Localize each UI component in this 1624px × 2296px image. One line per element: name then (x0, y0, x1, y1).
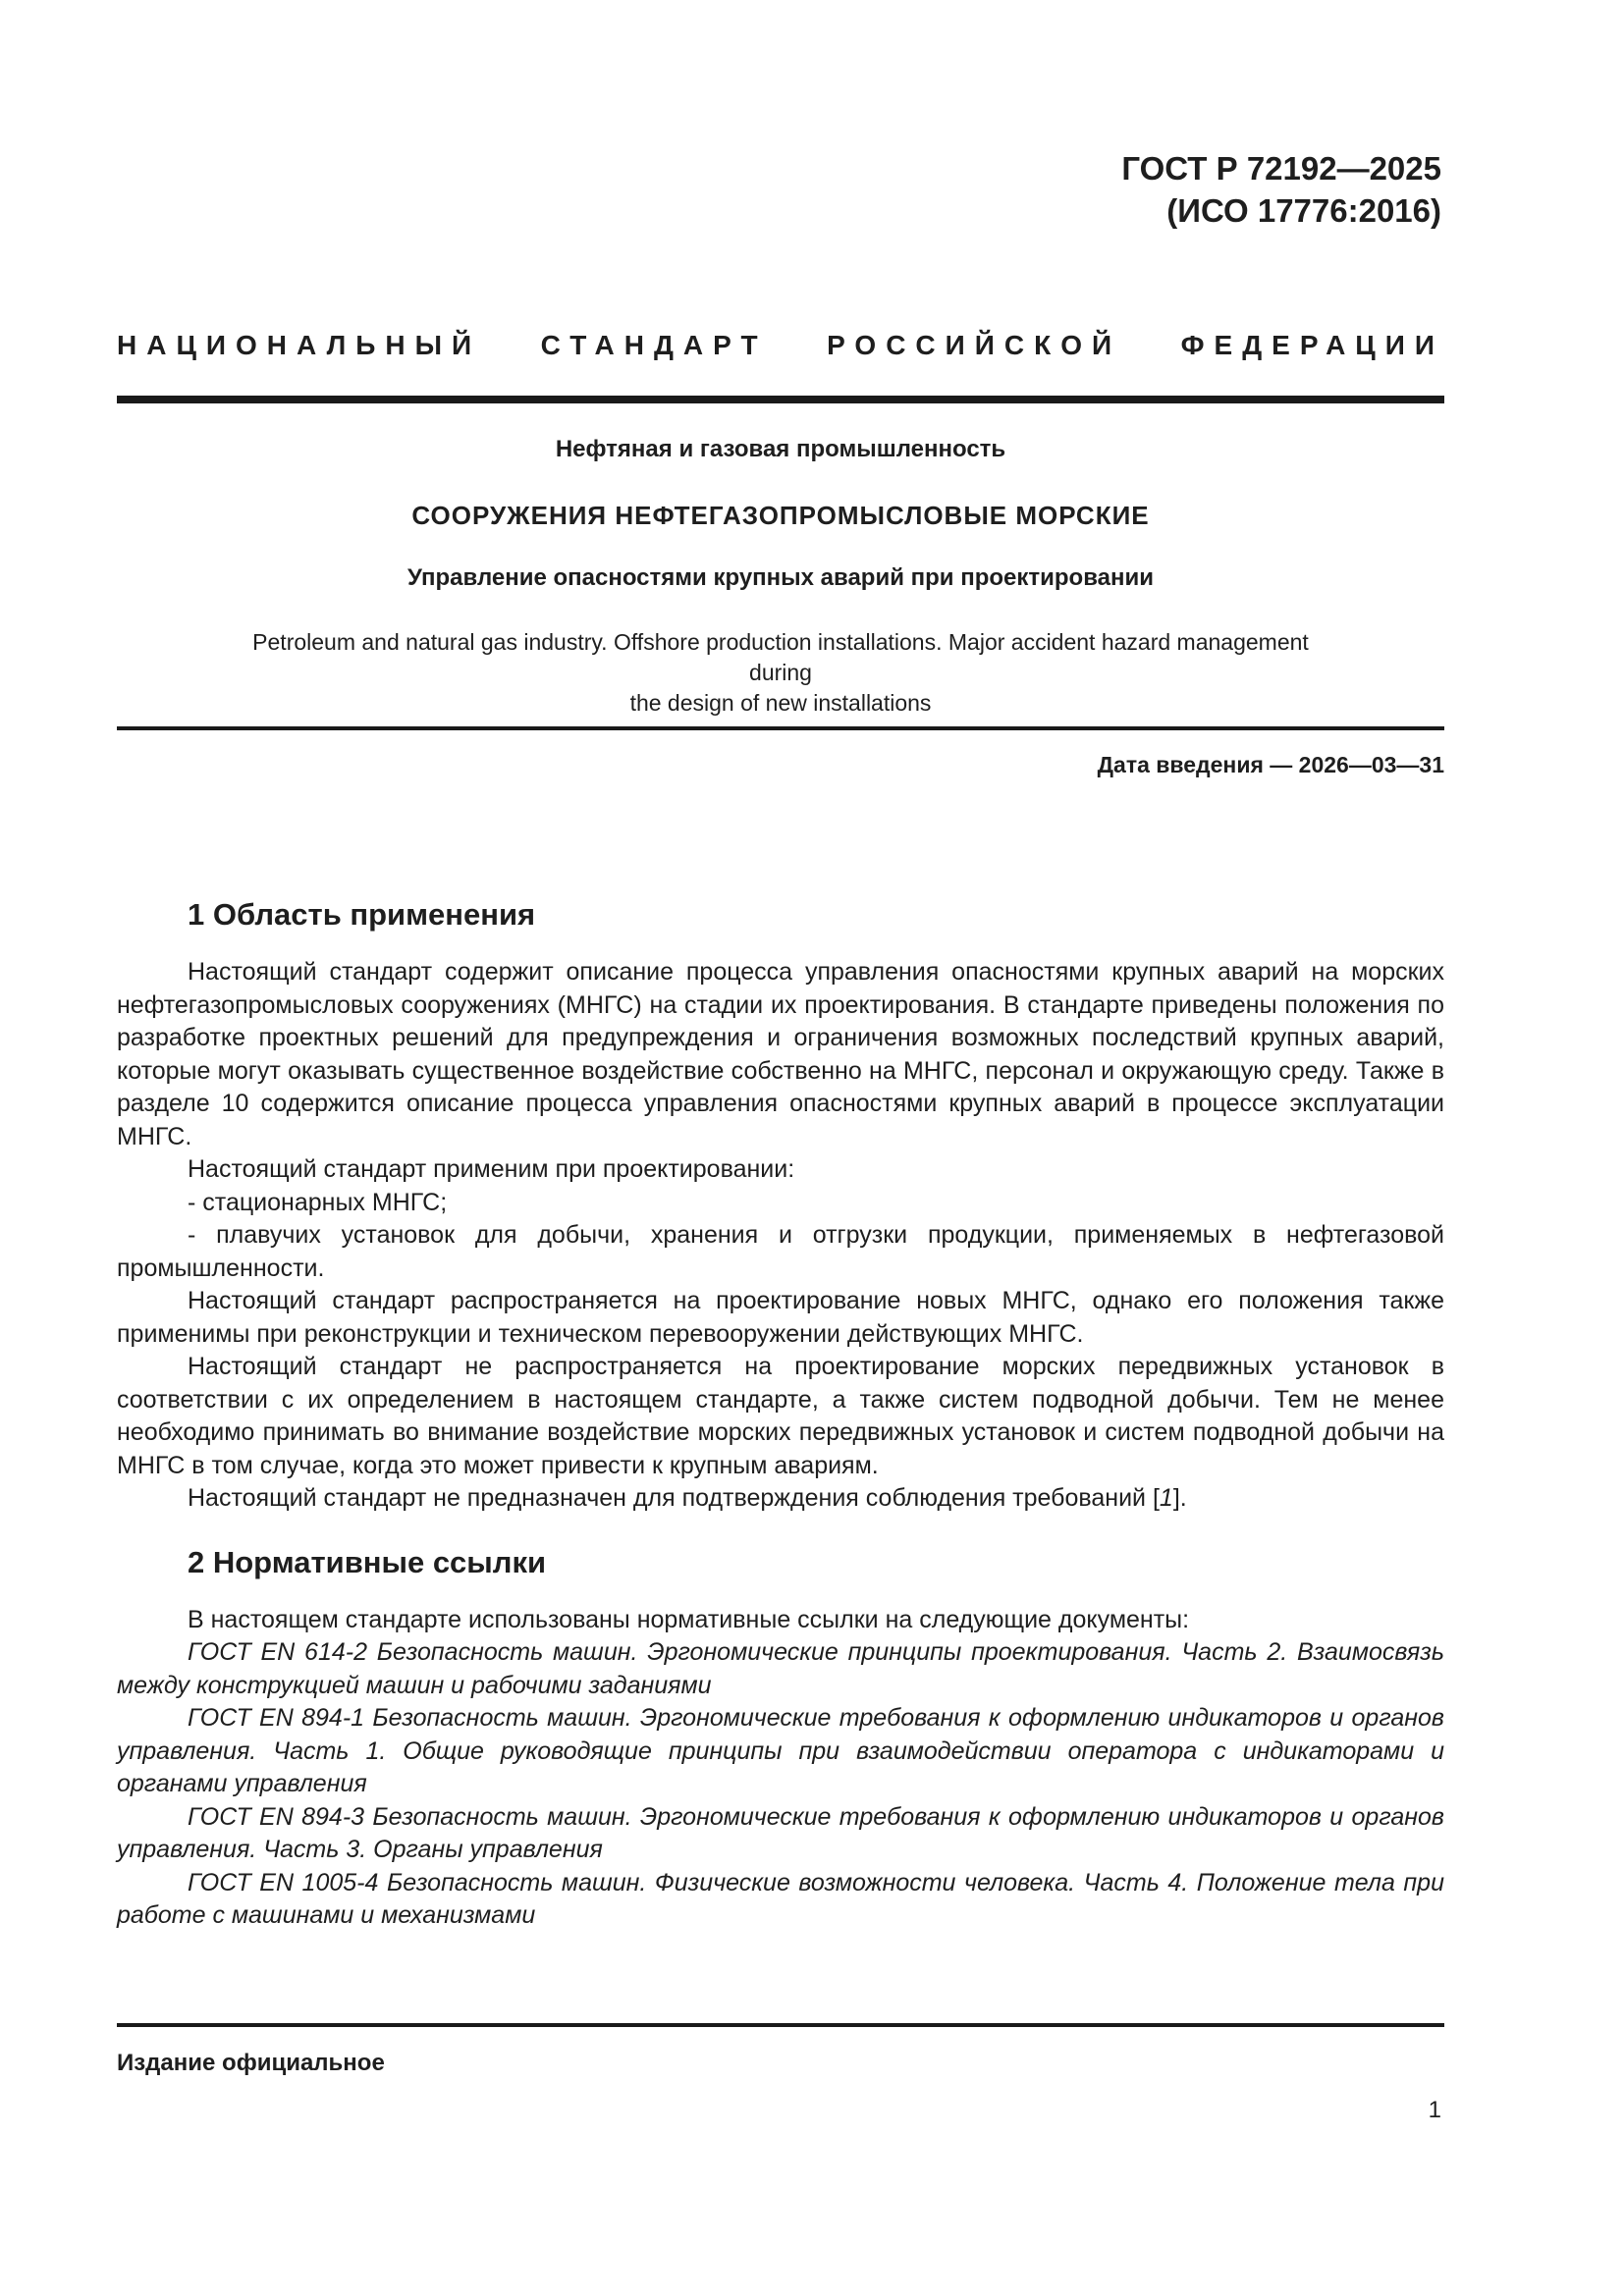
reference-title: Безопасность машин. Эргономические требования к оформлению индикаторов и органов управления. Часть 3. Органы управления (117, 1802, 1444, 1863)
english-title (117, 627, 1444, 719)
object-title: СООРУЖЕНИЯ НЕФТЕГАЗОПРОМЫСЛОВЫЕ МОРСКИЕ (411, 501, 1150, 530)
paragraph-end: ]. (1172, 1484, 1187, 1512)
national-standard-title: НАЦИОНАЛЬНЫЙ СТАНДАРТ РОССИЙСКОЙ ФЕДЕРАЦИИ (117, 330, 1444, 360)
normative-reference (117, 1801, 1444, 1867)
main-content (117, 895, 1444, 1933)
reference-code: ГОСТ EN 1005-4 (188, 1868, 379, 1896)
introduction-date: Дата введения — 2026—03—31 (1097, 752, 1444, 777)
list-item: - плавучих установок для добычи, хранения и отгрузки продукции, применяемых в нефтегазовой промышленности. (117, 1221, 1444, 1282)
reference-code: ГОСТ EN 894-1 (188, 1704, 365, 1732)
normative-reference (117, 1867, 1444, 1933)
page-number: 1 (1428, 2097, 1441, 2123)
bibliography-reference: 1 (1159, 1484, 1173, 1512)
document-number-block (1121, 147, 1441, 232)
english-title-line1: Petroleum and natural gas industry. Offshore production installations. Major accident hazard management during (252, 629, 1309, 685)
section-1-paragraph: Настоящий стандарт содержит описание процесса управления опасностями крупных аварий на морских нефтегазопромысловых сооружениях (МНГС) на стадии их проектирования. В стандарте приведены положения по разработке проектных решений для предупреждения и ограничения возможных последствий крупных аварий, которые могут оказывать существенное воздействие собственно на МНГС, персонал и окружающую среду. Также в разделе 10 содержится описание процесса управления опасностями крупных аварий в процессе эксплуатации МНГС. (117, 958, 1444, 1150)
normative-reference (117, 1702, 1444, 1801)
footer-divider (117, 2023, 1444, 2027)
paragraph-text: Настоящий стандарт не предназначен для подтверждения соблюдения требований [ (188, 1484, 1160, 1512)
reference-code: ГОСТ EN 894-3 (188, 1802, 365, 1831)
section-1-heading: 1 Область применения (188, 897, 536, 932)
reference-title: Безопасность машин. Эргономические принципы проектирования. Часть 2. Взаимосвязь между конструкцией машин и рабочими заданиями (117, 1638, 1444, 1699)
industry-title: Нефтяная и газовая промышленность (555, 436, 1006, 462)
subject-title: Управление опасностями крупных аварий при проектировании (406, 564, 1155, 591)
reference-code: ГОСТ EN 614-2 (188, 1638, 367, 1666)
title-divider (117, 726, 1444, 730)
section-1-paragraph: Настоящий стандарт применим при проектировании: (188, 1155, 795, 1183)
section-1-paragraph: Настоящий стандарт распространяется на проектирование новых МНГС, однако его положения также применимы при реконструкции и техническом перевооружении действующих МНГС. (117, 1287, 1444, 1348)
section-1-paragraph (117, 1482, 1444, 1516)
section-2-intro: В настоящем стандарте использованы нормативные ссылки на следующие документы: (188, 1605, 1190, 1633)
section-2-heading: 2 Нормативные ссылки (188, 1544, 547, 1579)
iso-reference: (ИСО 17776:2016) (1166, 192, 1441, 229)
list-item: - стационарных МНГС; (188, 1188, 448, 1216)
official-edition-label: Издание официальное (117, 2050, 385, 2076)
reference-title: Безопасность машин. Физические возможности человека. Часть 4. Положение тела при работе с машинами и механизмами (117, 1868, 1444, 1929)
normative-reference (117, 1636, 1444, 1702)
reference-title: Безопасность машин. Эргономические требования к оформлению индикаторов и органов управления. Часть 1. Общие руководящие принципы при взаимодействии оператора с индикаторами и органами управления (117, 1704, 1444, 1797)
section-1-paragraph: Настоящий стандарт не распространяется на проектирование морских передвижных установок в соответствии с их определением в настоящем стандарте, а также систем подводной добычи. Тем не менее необходимо принимать во внимание воздействие морских передвижных установок и систем подводной добычи на МНГС в том случае, когда это может привести к крупным авариям. (117, 1353, 1444, 1479)
document-number: ГОСТ Р 72192—2025 (1121, 150, 1441, 187)
english-title-line2: the design of new installations (629, 690, 932, 716)
header-divider (117, 396, 1444, 403)
